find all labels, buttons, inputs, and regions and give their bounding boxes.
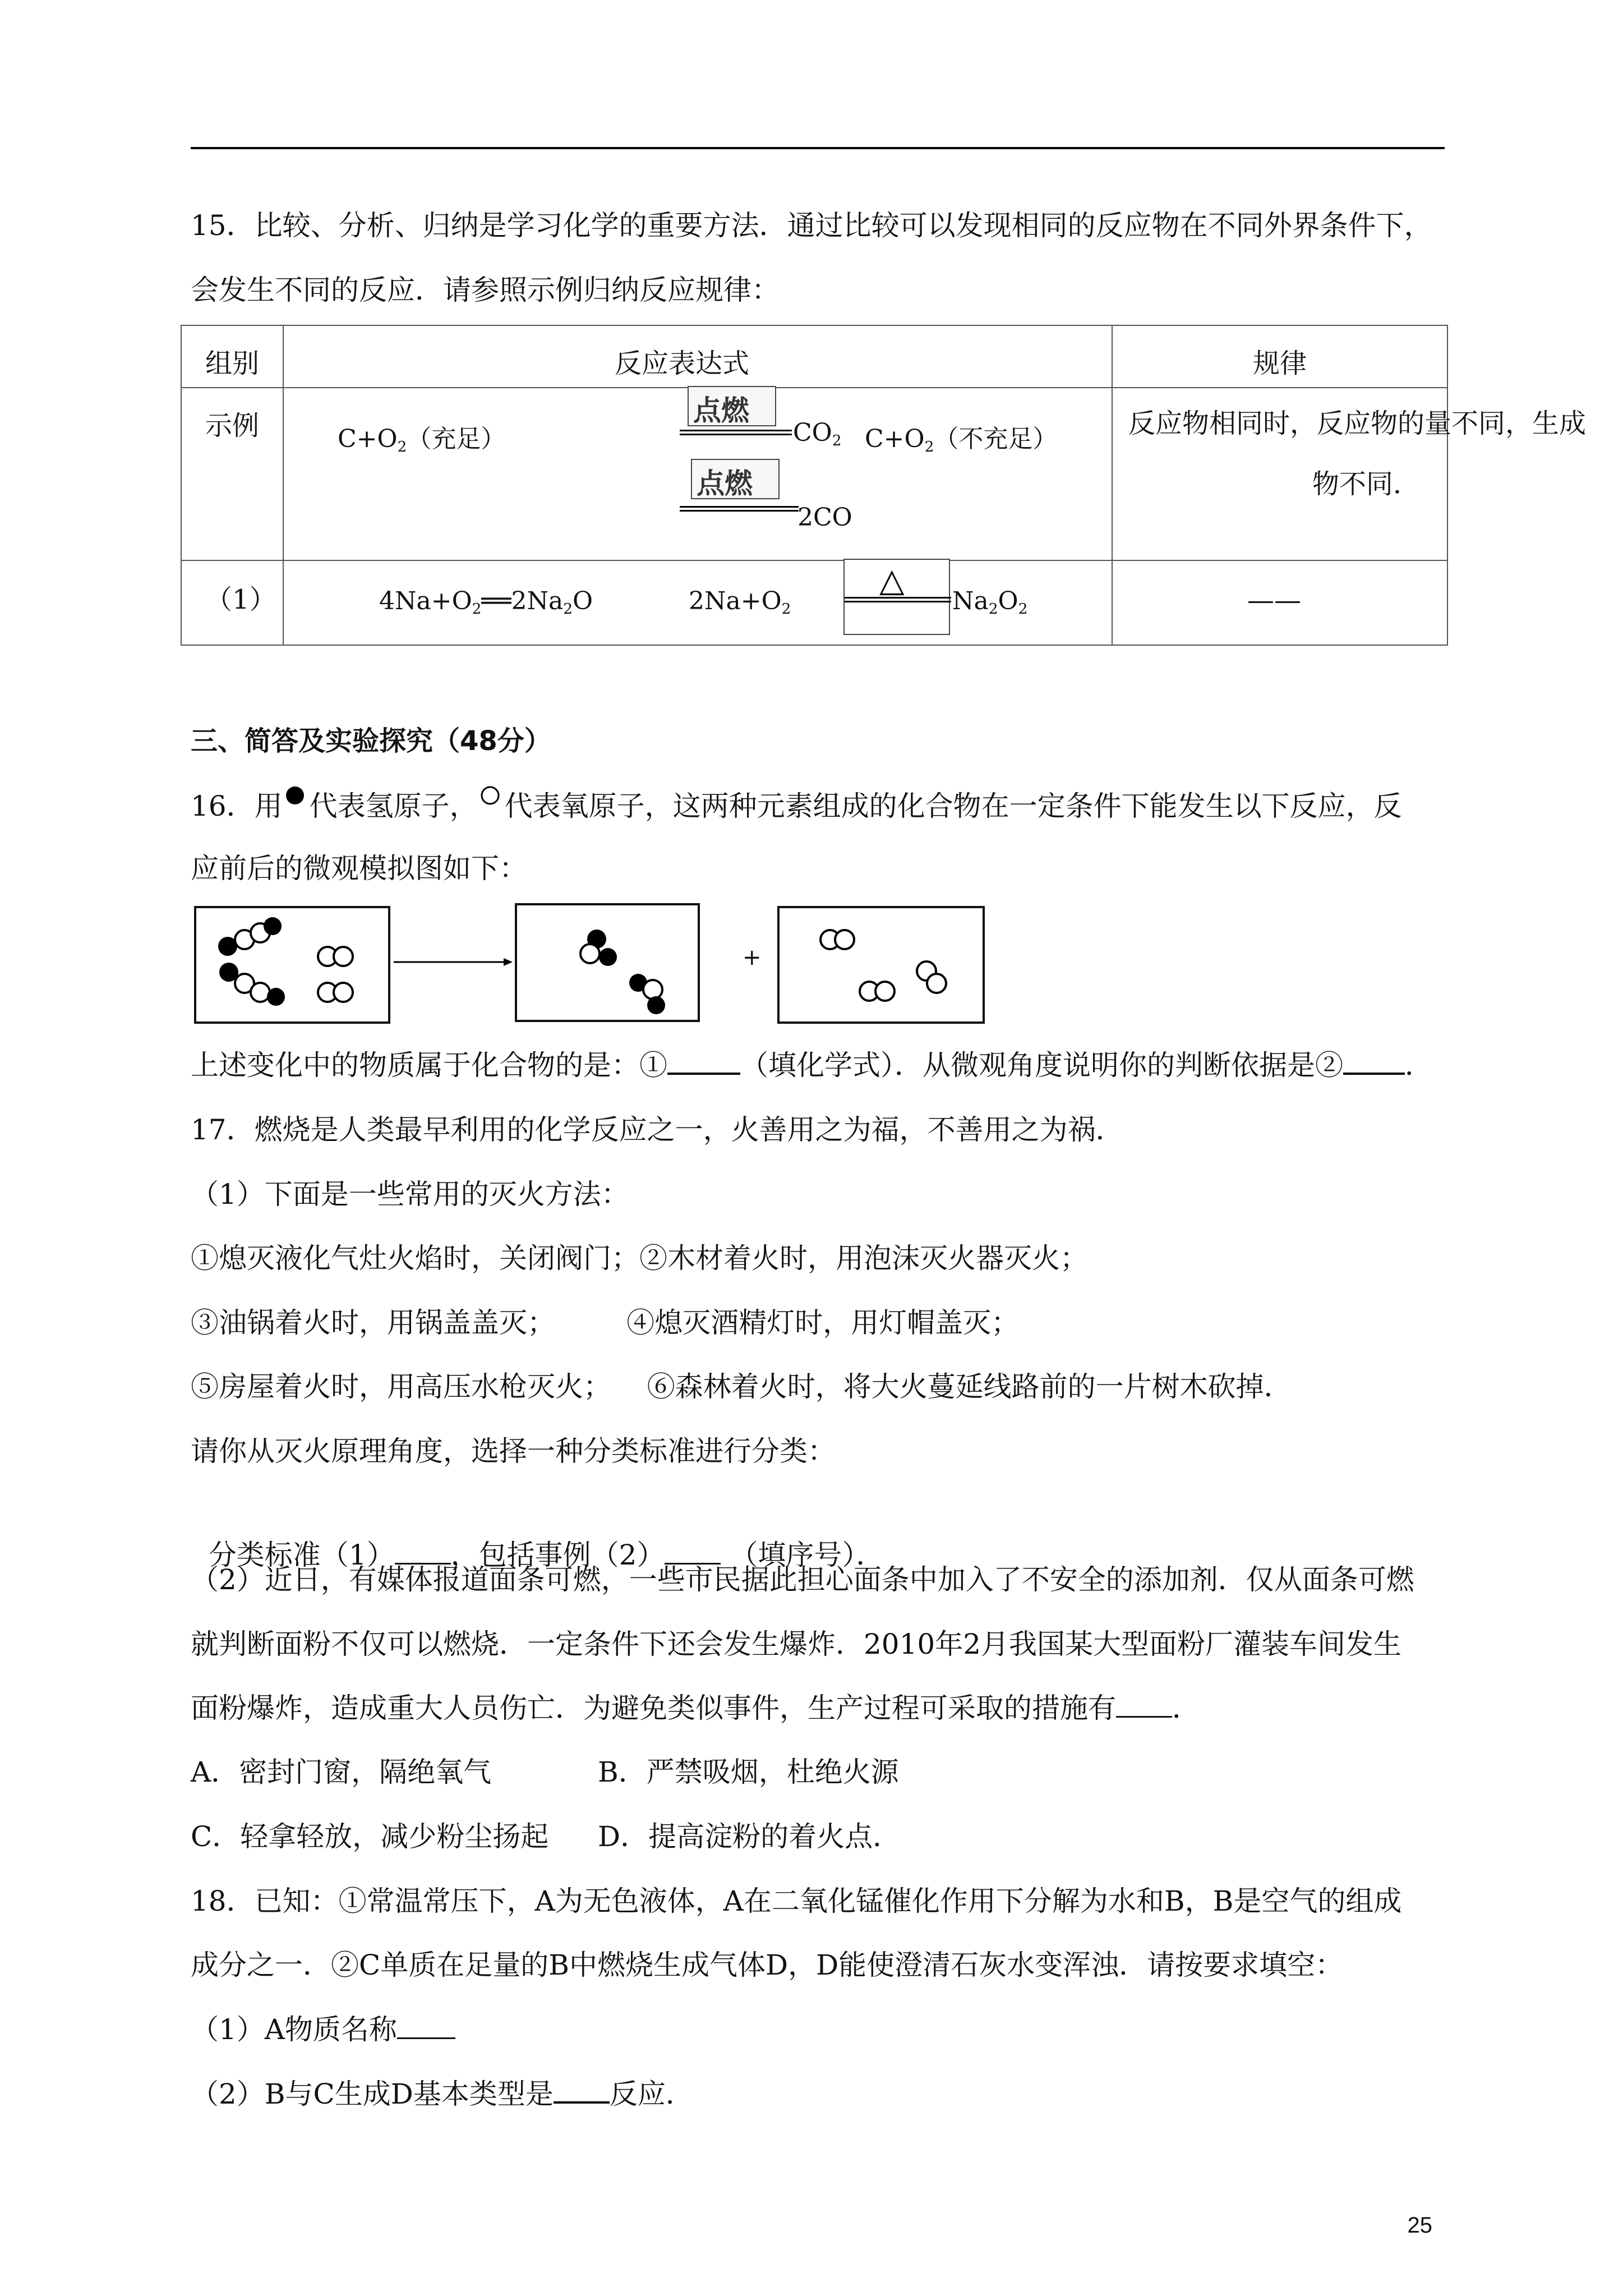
example-rule-line1: 反应物相同时，反应物的量不同，生成 [1128,408,1587,439]
q15-text-line1: 15．比较、分析、归纳是学习化学的重要方法．通过比较可以发现相同的反应物在不同外界条件下， [191,209,1432,242]
q17-text-line2: （1）下面是一些常用的灭火方法： [191,1178,629,1211]
example-group-cell [181,387,284,561]
equals-sign-3 [845,597,951,602]
q17-option-d: D．提高淀粉的着火点． [598,1820,901,1853]
row1-expression-cell [283,560,1113,646]
product-box-2 [777,906,985,1024]
reaction-rule-table [181,325,1587,646]
header-expression-label: 反应表达式 [615,348,750,379]
example-product-2: 2CO [797,503,852,532]
example-rule-cell [1112,387,1587,561]
q17-text-line4: ③油锅着火时，用锅盖盖灭； ④熄灭酒精灯时，用灯帽盖灭； [191,1306,1020,1339]
q17-text-line3: ①熄灭液化气灶火焰时，关闭阀门；②木材着火时，用泡沫灭火器灭火； [191,1242,1088,1274]
q17-option-b: B．严禁吸烟，杜绝火源 [598,1756,899,1788]
q18-blank-type[interactable] [554,2074,610,2104]
q16-blank-2[interactable] [1343,1046,1405,1075]
q18-blank-name[interactable] [397,2012,455,2039]
example-reactant-1: $C+O_2$（充足） [338,425,506,455]
table-header-rule [1112,325,1448,388]
example-expression-cell [283,387,1113,561]
q17-option-c: C．轻拿轻放，减少粉尘扬起 [191,1820,549,1853]
reactant-box [194,906,390,1024]
q15-text-line2: 会发生不同的反应．请参照示例归纳反应规律： [191,274,780,306]
equals-sign-1 [680,430,792,435]
q17-option-a: A．密封门窗，隔绝氧气 [191,1756,492,1788]
ignite-condition-2: 点燃 [697,467,753,500]
q17-blank-measures[interactable] [1116,1690,1172,1718]
ignite-condition-1: 点燃 [693,394,749,427]
q17-text-line9: 就判断面粉不仅可以燃烧．一定条件下还会发生爆炸．2010年2月我国某大型面粉厂灌装车间发生 [191,1628,1402,1660]
q17-text-line1: 17．燃烧是人类最早利用的化学反应之一，火善用之为福，不善用之为祸． [191,1114,1124,1146]
row1-group-cell [181,560,284,646]
heat-condition: △ [879,561,905,599]
row1-group-label: （1） [205,584,276,615]
page-number: 25 [1407,2213,1432,2238]
row1-rule-answer: —— [1247,585,1301,616]
q17-text-line10: 面粉爆炸，造成重大人员伤亡．为避免类似事件，生产过程可采取的措施有 ． [191,1688,1200,1728]
q17-text-line7: 分类标准（1） ，包括事例（2） （填序号）． [191,1496,884,1575]
row1-rule-cell [1112,560,1448,646]
equals-sign-2 [680,506,799,512]
sodium-peroxide-product: $Na_2O_2$ [952,587,1028,618]
example-reactant-2: $C+O_2$（不充足） [865,425,1058,455]
section-3-title: 三、简答及实验探究（48分） [191,725,551,757]
q18-text-line3: （1）A物质名称 [191,2010,455,2049]
q16-text-line3: 上述变化中的物质属于化合物的是：① （填化学式）．从微观角度说明你的判断依据是② ． [191,1046,1433,1085]
q16-text-line2: 应前后的微观模拟图如下： [191,852,527,885]
header-rule [191,147,1445,149]
hydrogen-atom-icon [283,784,310,818]
sodium-reaction-heated-reactants: $2Na+O_2$ [689,587,791,618]
example-group-label: 示例 [205,410,260,441]
table-header-group [181,325,284,388]
product-box-1 [515,903,700,1022]
example-rule-line2: 物不同． [1312,468,1421,500]
oxygen-atom-icon [478,784,505,818]
q18-text-line2: 成分之一．②C单质在足量的B中燃烧生成气体D，D能使澄清石灰水变浑浊．请按要求填空： [191,1949,1344,1981]
q17-text-line6: 请你从灭火原理角度，选择一种分类标准进行分类： [191,1435,836,1467]
q17-text-line5: ⑤房屋着火时，用高压水枪灭火； ⑥森林着火时，将大火蔓延线路前的一片树木砍掉． [191,1370,1292,1403]
q18-text-line4: （2）B与C生成D基本类型是 反应． [191,2074,694,2114]
reaction-arrow-icon [391,954,515,970]
table-header-expression [283,325,1113,388]
micro-model-diagram [194,903,985,1029]
q17-text-line8: （2）近日，有媒体报道面条可燃，一些市民据此担心面条中加入了不安全的添加剂．仅从面条可燃 [191,1563,1414,1596]
example-product-1: $CO_2$ [793,418,842,449]
q18-text-line1: 18．已知：①常温常压下，A为无色液体，A在二氧化锰催化作用下分解为水和B，B是空气的组成 [191,1885,1402,1917]
q16-blank-1[interactable] [667,1046,740,1075]
q16-text-line1: 16．用 代表氢原子， 代表氧原子，这两种元素组成的化合物在一定条件下能发生以下反应，反 [191,784,1402,826]
plus-sign: + [743,945,762,970]
sodium-reaction-normal: $4Na+O_2══2Na_2O$ [379,587,593,618]
header-group-label: 组别 [205,348,260,379]
header-rule-label: 规律 [1253,348,1307,379]
